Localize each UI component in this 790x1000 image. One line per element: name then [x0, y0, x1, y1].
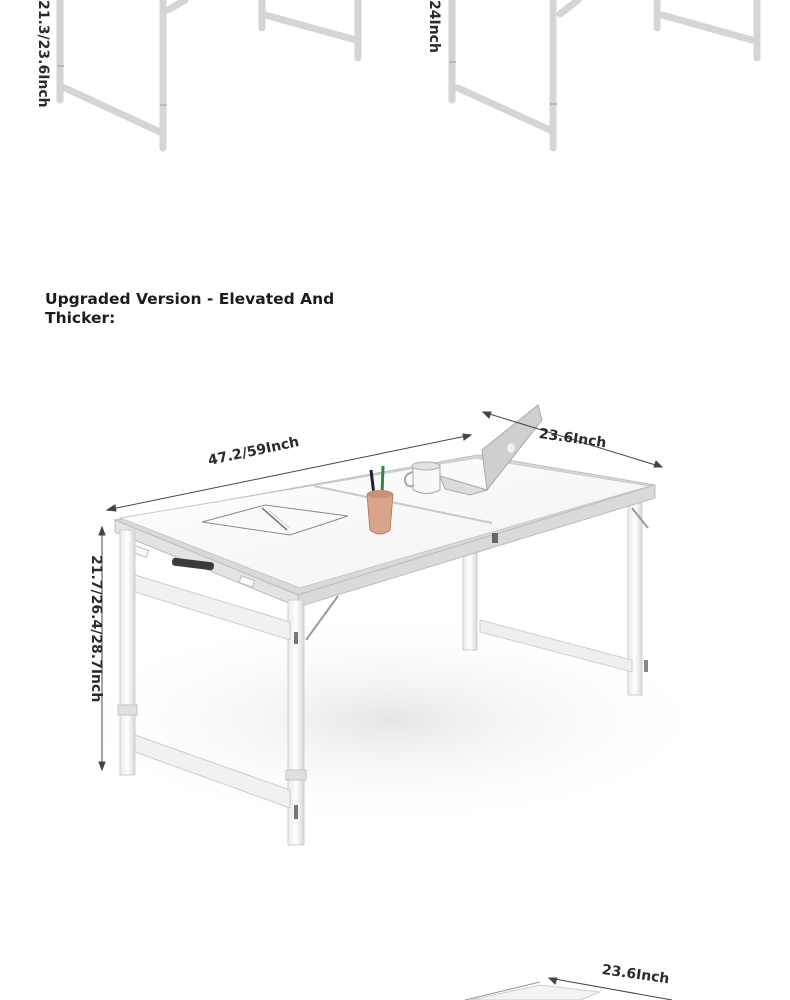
height-label: 21.7/26.4/28.7Inch [88, 555, 104, 703]
top-right-height-label: 24Inch [426, 0, 442, 53]
width-label: 23.6Inch [537, 426, 608, 452]
top-left-height-label: 21.3/23.6Inch [35, 0, 51, 108]
bottom-width-label: 23.6Inch [600, 962, 671, 988]
length-label: 47.2/59Inch [206, 434, 301, 469]
section-heading: Upgraded Version - Elevated And Thicker: [45, 290, 335, 327]
